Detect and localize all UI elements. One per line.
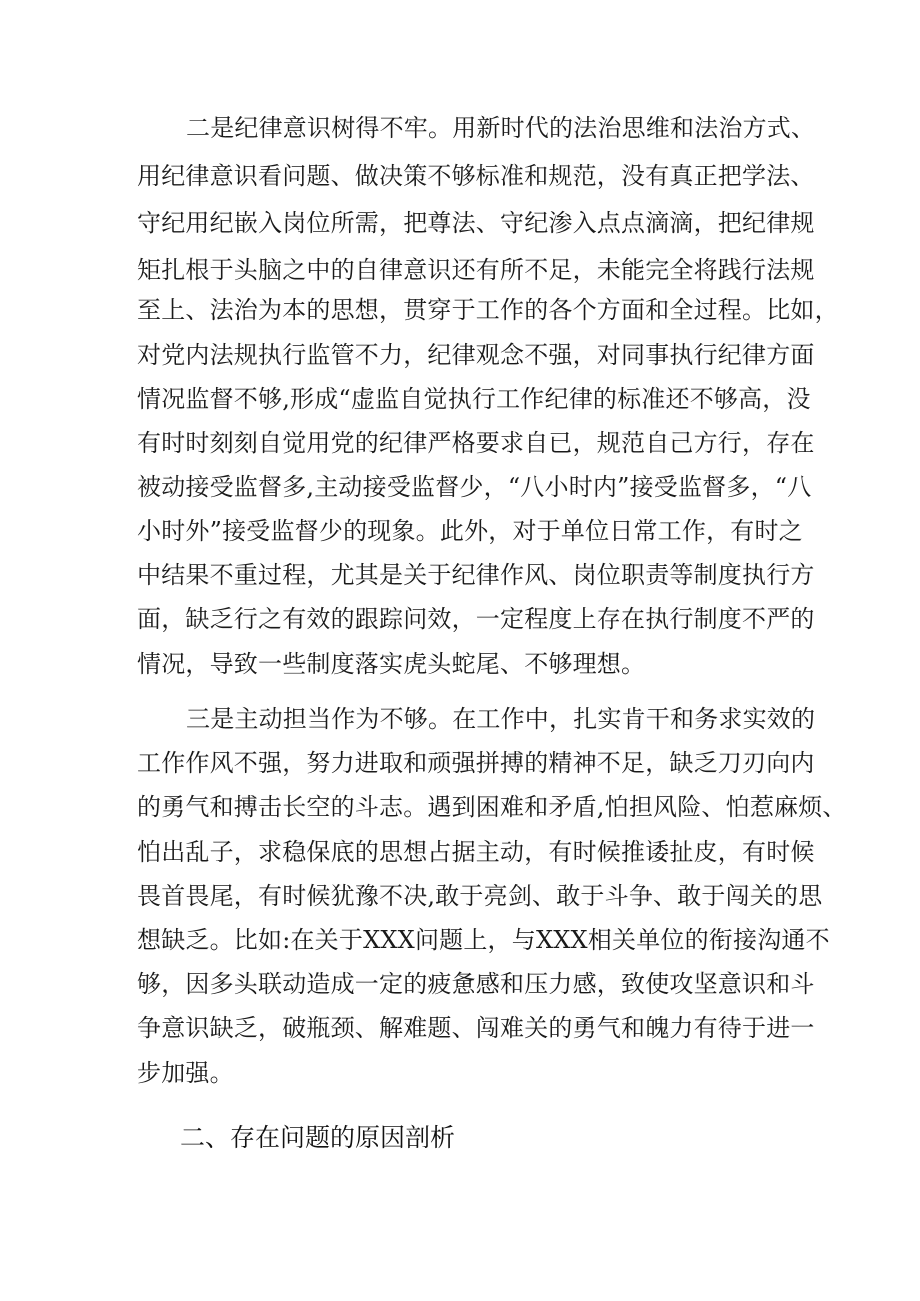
- text-line: 情况，导致一些制度落实虎头蛇尾、不够理想。: [137, 650, 646, 678]
- text-line: 被动接受监督多,主动接受监督少，“八小时内”接受监督多，“八: [137, 473, 812, 501]
- text-line: 矩扎根于头脑之中的自律意识还有所不足，未能完全将践行法规: [137, 256, 815, 284]
- text-line: 想缺乏。比如:在关于XXX问题上，与XXX相关单位的衔接沟通不: [137, 926, 830, 954]
- text-line: 怕出乱子，求稳保底的思想占据主动，有时候推诿扯皮，有时候: [137, 838, 815, 866]
- text-line: 三是主动担当作为不够。在工作中，扎实肯干和务求实效的: [186, 705, 816, 733]
- section-heading: 二、存在问题的原因剖析: [180, 1123, 456, 1152]
- text-line: 对党内法规执行监管不力，纪律观念不强，对同事执行纪律方面: [137, 341, 815, 369]
- text-line: 中结果不重过程，尤其是关于纪律作风、岗位职责等制度执行方: [137, 561, 815, 589]
- text-line: 工作作风不强，努力进取和顽强拼搏的精神不足，缺乏刀刃向内: [137, 749, 815, 777]
- text-line: 二是纪律意识树得不牢。用新时代的法治思维和法治方式、: [186, 114, 816, 142]
- text-line: 至上、法治为本的思想，贯穿于工作的各个方面和全过程。比如，: [137, 296, 839, 324]
- text-line: 守纪用纪嵌入岗位所需，把尊法、守纪渗入点点滴滴，把纪律规: [137, 209, 815, 237]
- text-line: 有时时刻刻自觉用党的纪律严格要求自已，规范自己方行，存在: [137, 429, 815, 457]
- text-line: 用纪律意识看问题、做决策不够标准和规范，没有真正把学法、: [137, 162, 815, 190]
- text-line: 畏首畏尾，有时候犹豫不决,敢于亮剑、敢于斗争、敢于闯关的思: [137, 882, 823, 910]
- text-line: 争意识缺乏，破瓶颈、解难题、闯难关的勇气和魄力有待于进一: [137, 1014, 815, 1042]
- text-line: 小时外”接受监督少的现象。此外，对于单位日常工作，有时之: [137, 517, 803, 545]
- text-line: 步加强。: [137, 1059, 234, 1087]
- text-line: 够，因多头联动造成一定的疲惫感和压力感，致使攻坚意识和斗: [137, 970, 815, 998]
- text-line: 面，缺乏行之有效的跟踪问效，一定程度上存在执行制度不严的: [137, 605, 815, 633]
- text-line: 情况监督不够,形成“虚监自觉执行工作纪律的标准还不够高，没: [137, 385, 811, 413]
- text-line: 的勇气和搏击长空的斗志。遇到困难和矛盾,怕担风险、怕惹麻烦、: [137, 793, 847, 821]
